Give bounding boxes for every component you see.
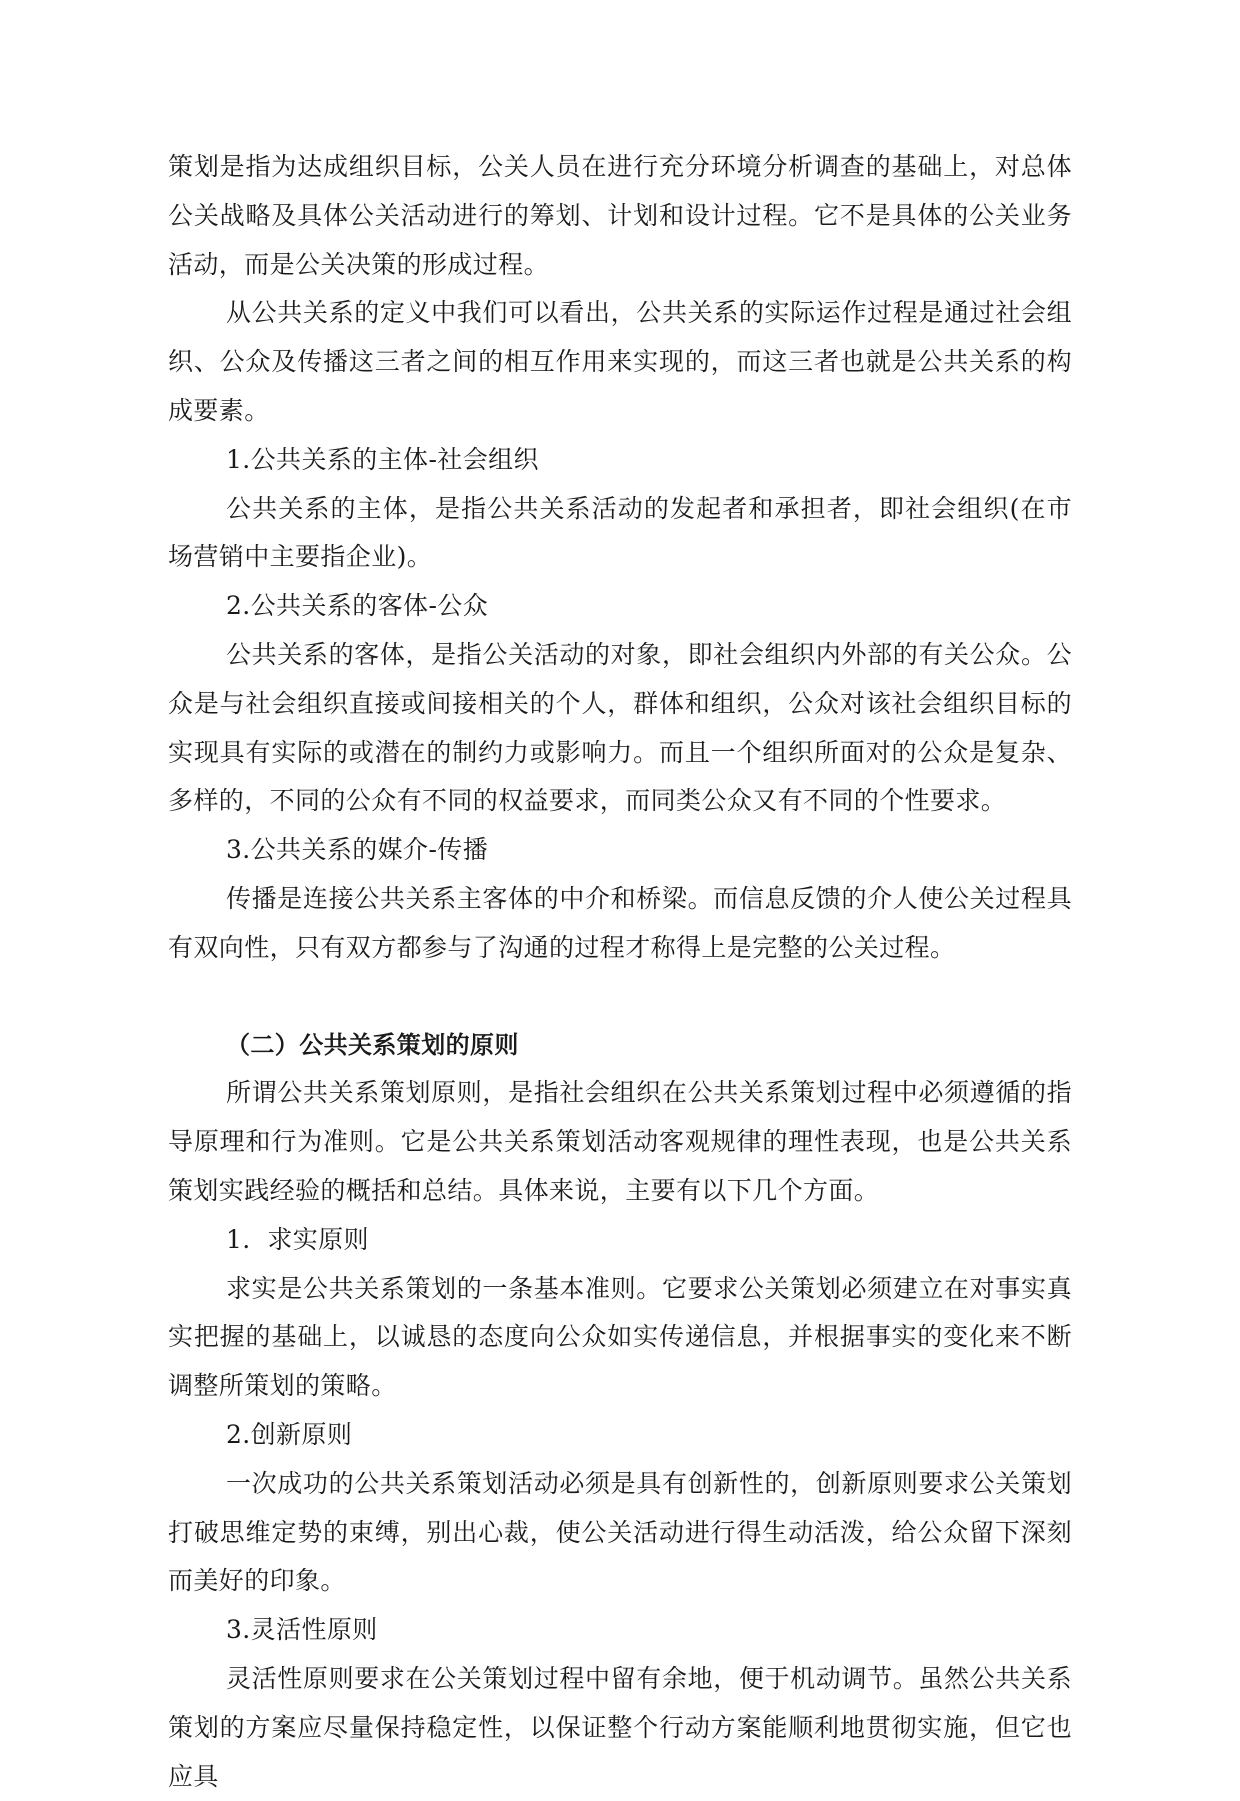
paragraph-medium: 传播是连接公共关系主客体的中介和桥梁。而信息反馈的介人使公关过程具有双向性，只有双方都参与了沟通的过程才称得上是完整的公关过程。 bbox=[168, 883, 1072, 962]
subheading-realism: 1. 求实原则 bbox=[226, 1224, 369, 1254]
paragraph-realism: 求实是公共关系策划的一条基本准则。它要求公关策划必须建立在对事实真实把握的基础上，以诚恳的态度向公众如实传递信息，并根据事实的变化来不断调整所策划的策略。 bbox=[168, 1273, 1072, 1401]
subheading-subject: 1.公共关系的主体-社会组织 bbox=[226, 444, 539, 474]
paragraph-innovation: 一次成功的公共关系策划活动必须是具有创新性的，创新原则要求公关策划打破思维定势的束缚，别出心裁，使公关活动进行得生动活泼，给公众留下深刻而美好的印象。 bbox=[168, 1468, 1072, 1596]
paragraph-flexibility: 灵活性原则要求在公关策划过程中留有余地，便于机动调节。虽然公共关系策划的方案应尽量保持稳定性，以保证整个行动方案能顺利地贯彻实施，但它也应具 bbox=[168, 1663, 1072, 1791]
paragraph-elements-overview: 从公共关系的定义中我们可以看出，公共关系的实际运作过程是通过社会组织、公众及传播这三者之间的相互作用来实现的，而这三者也就是公共关系的构成要素。 bbox=[168, 298, 1072, 425]
paragraph-object: 公共关系的客体，是指公关活动的对象，即社会组织内外部的有关公众。公众是与社会组织直接或间接相关的个人，群体和组织，公众对该社会组织目标的实现具有实际的或潜在的制约力或影响力。而且一个组织所面对的公众是复杂、多样的，不同的公众有不同的权益要求，而同类公众又有不同的个性要求。 bbox=[168, 639, 1072, 816]
paragraph-intro-continuation: 策划是指为达成组织目标，公关人员在进行充分环境分析调查的基础上，对总体公关战略及具体公关活动进行的筹划、计划和设计过程。它不是具体的公关业务活动，而是公关决策的形成过程。 bbox=[168, 152, 1072, 279]
subheading-innovation: 2.创新原则 bbox=[226, 1419, 353, 1449]
document-body bbox=[168, 143, 1072, 1801]
subheading-object: 2.公共关系的客体-公众 bbox=[226, 591, 489, 621]
subheading-flexibility: 3.灵活性原则 bbox=[226, 1615, 378, 1645]
paragraph-subject: 公共关系的主体，是指公共关系活动的发起者和承担者，即社会组织(在市场营销中主要指企业)。 bbox=[168, 493, 1072, 572]
subheading-medium: 3.公共关系的媒介-传播 bbox=[226, 835, 489, 865]
section-title-principles: （二）公共关系策划的原则 bbox=[226, 1030, 519, 1059]
paragraph-principles-intro: 所谓公共关系策划原则，是指社会组织在公共关系策划过程中必须遵循的指导原理和行为准则。它是公共关系策划活动客观规律的理性表现，也是公共关系策划实践经验的概括和总结。具体来说，主要有以下几个方面。 bbox=[168, 1078, 1072, 1205]
